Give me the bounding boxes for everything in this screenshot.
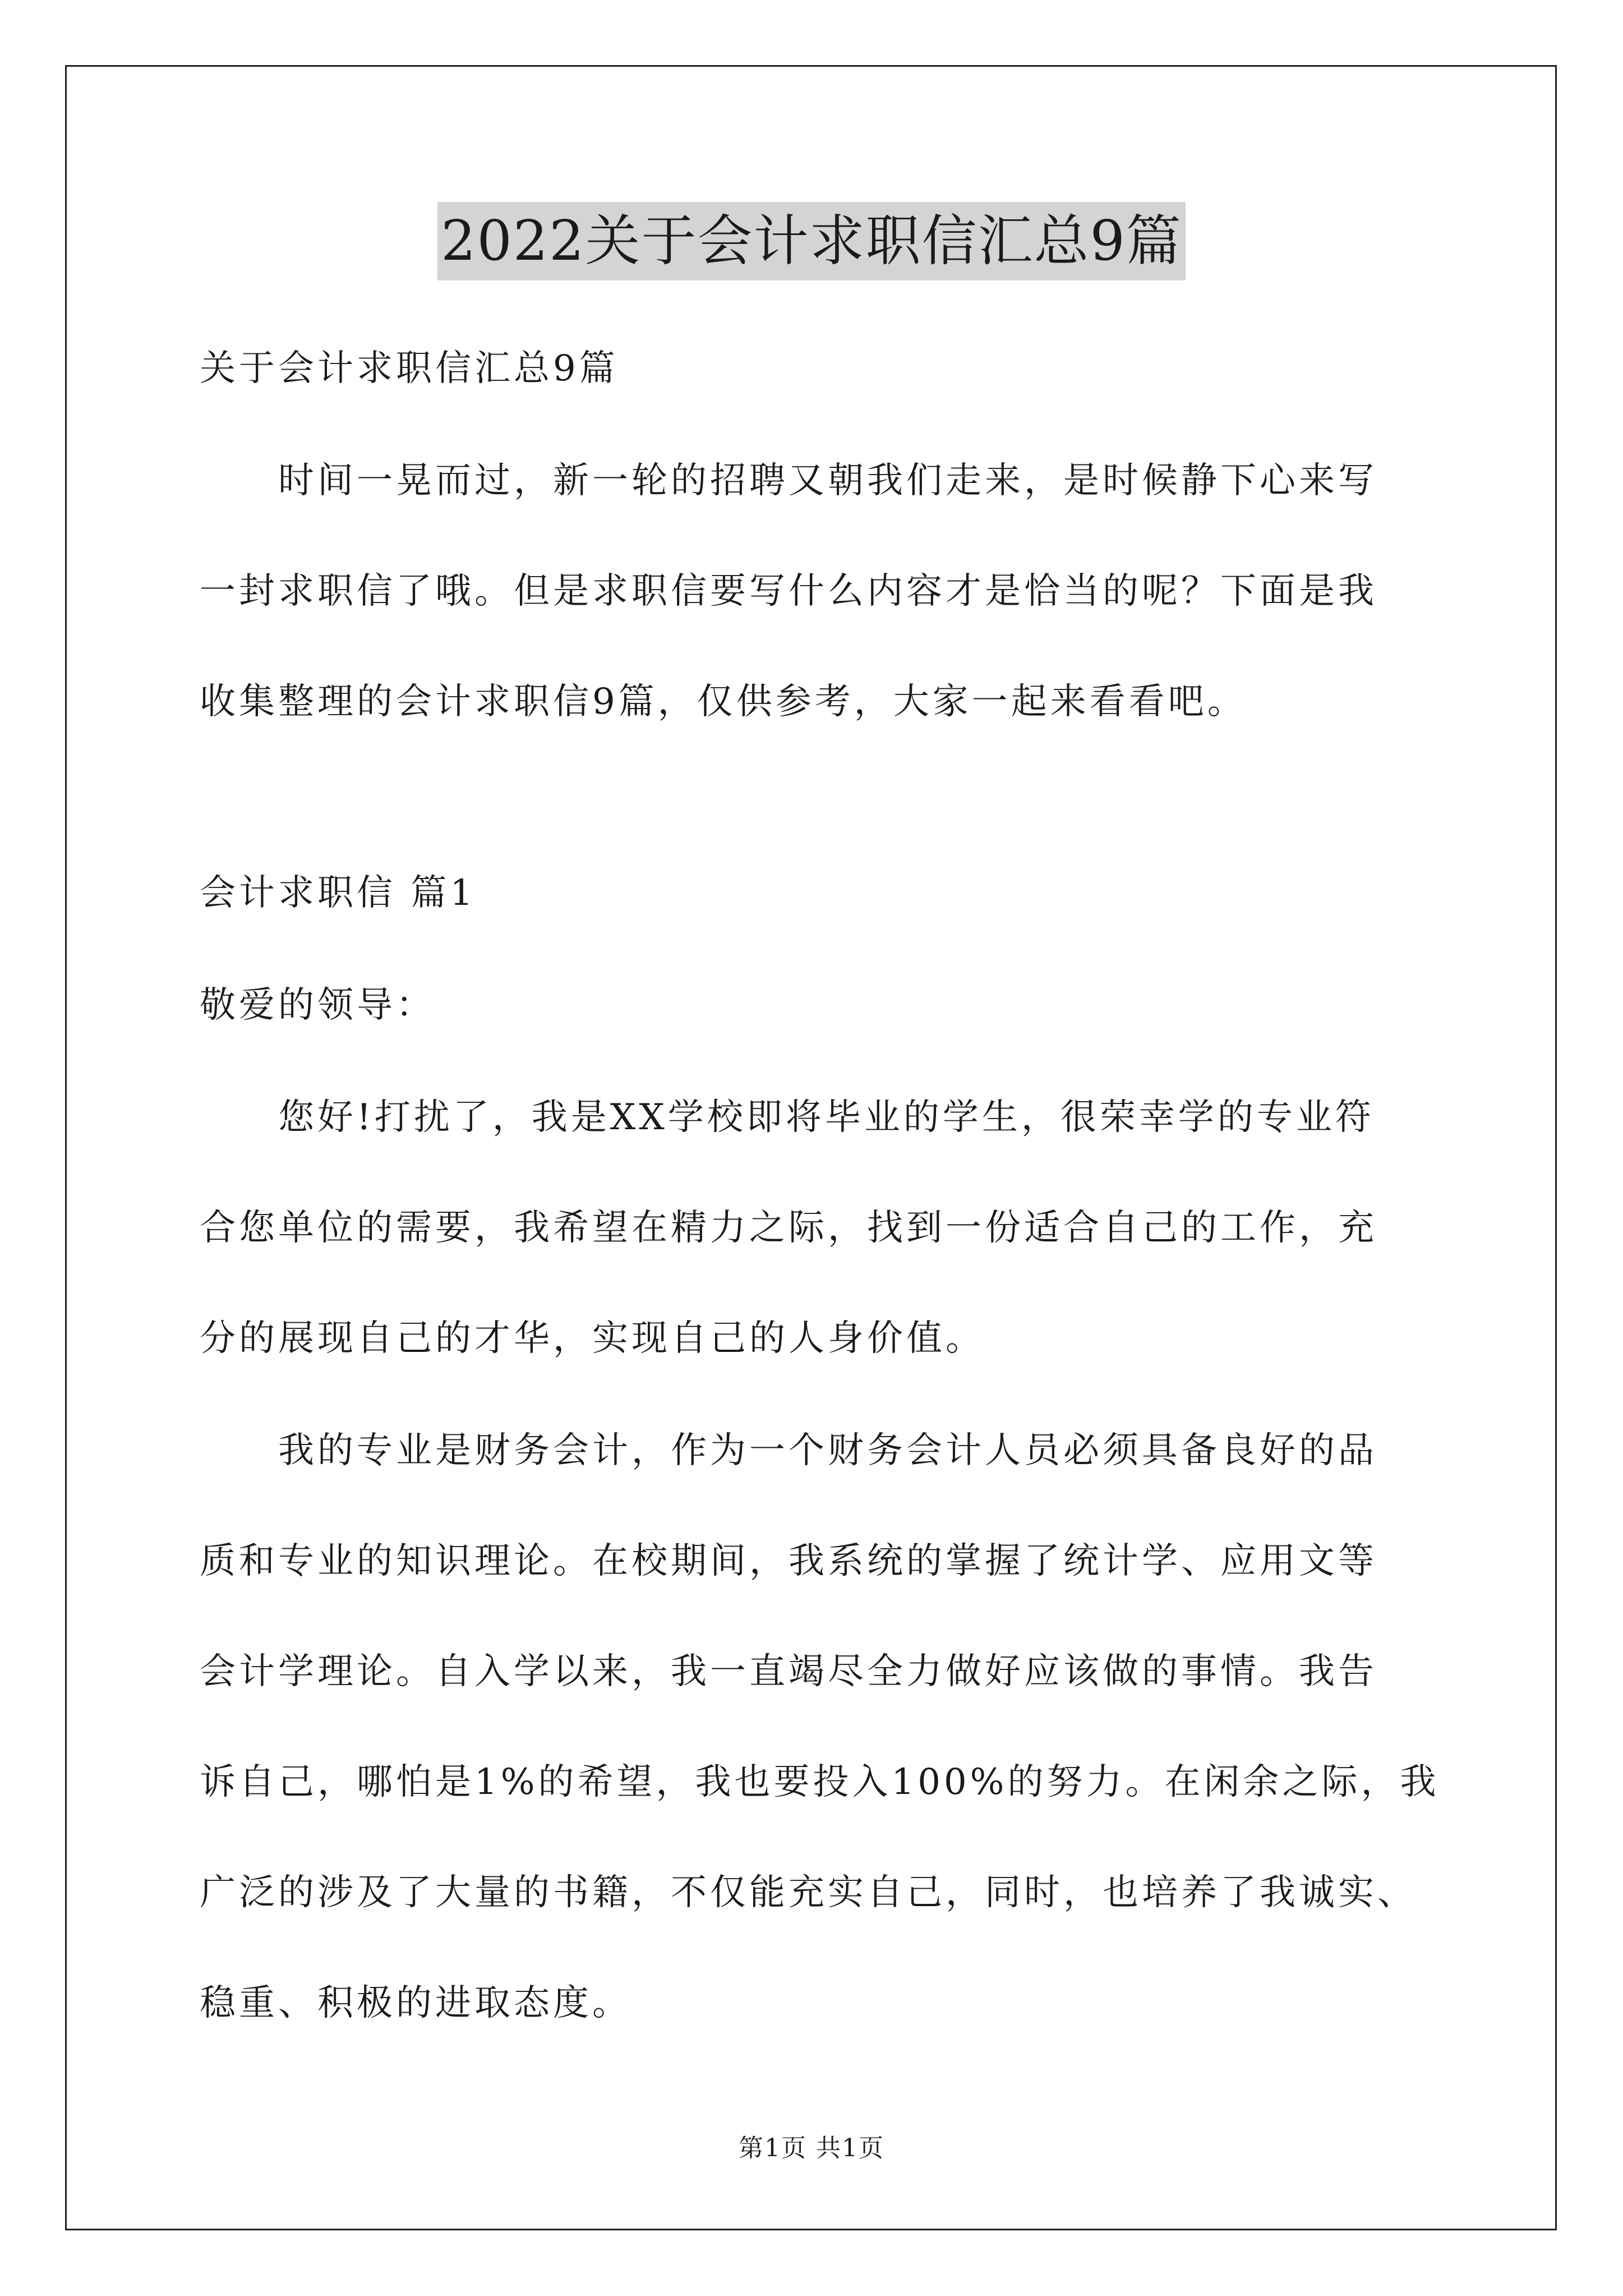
salutation: 敬爱的领导： [200, 984, 435, 1026]
intro-line: 收集整理的会计求职信9篇，仅供参考，大家一起来看看吧。 [200, 681, 1247, 723]
paragraph-line: 会计学理论。自入学以来，我一直竭尽全力做好应该做的事情。我告 [200, 1651, 1377, 1692]
document-body [200, 348, 1456, 2024]
paragraph-line: 您好!打扰了，我是XX学校即将毕业的学生，很荣幸学的专业符 [278, 1097, 1375, 1138]
document-title: 2022关于会计求职信汇总9篇 [437, 202, 1186, 280]
paragraph-line: 质和专业的知识理论。在校期间，我系统的掌握了统计学、应用文等 [200, 1540, 1377, 1582]
intro-line: 时间一晃而过，新一轮的招聘又朝我们走来，是时候静下心来写 [278, 460, 1377, 501]
paragraph-line: 我的专业是财务会计，作为一个财务会计人员必须具备良好的品 [278, 1430, 1377, 1471]
intro-paragraph [200, 460, 1456, 723]
paragraph-line: 合您单位的需要，我希望在精力之际，找到一份适合自己的工作，充 [200, 1207, 1377, 1249]
title-block [0, 202, 1623, 280]
letter-paragraph-2 [200, 1430, 1456, 2024]
letter-paragraph-1 [200, 1097, 1456, 1359]
paragraph-line: 诉自己，哪怕是1%的希望，我也要投入100%的努力。在闲余之际，我 [200, 1761, 1440, 1803]
paragraph-line: 稳重、积极的进取态度。 [200, 1982, 631, 2024]
document-subtitle: 关于会计求职信汇总9篇 [200, 348, 619, 389]
paragraph-line: 分的展现自己的才华，实现自己的人身价值。 [200, 1318, 985, 1359]
intro-line: 一封求职信了哦。但是求职信要写什么内容才是恰当的呢？下面是我 [200, 570, 1377, 612]
paragraph-line: 广泛的涉及了大量的书籍，不仅能充实自己，同时，也培养了我诚实、 [200, 1872, 1417, 1913]
page-footer: 第1页 共1页 [739, 2134, 884, 2162]
section-heading: 会计求职信 篇1 [200, 872, 477, 914]
